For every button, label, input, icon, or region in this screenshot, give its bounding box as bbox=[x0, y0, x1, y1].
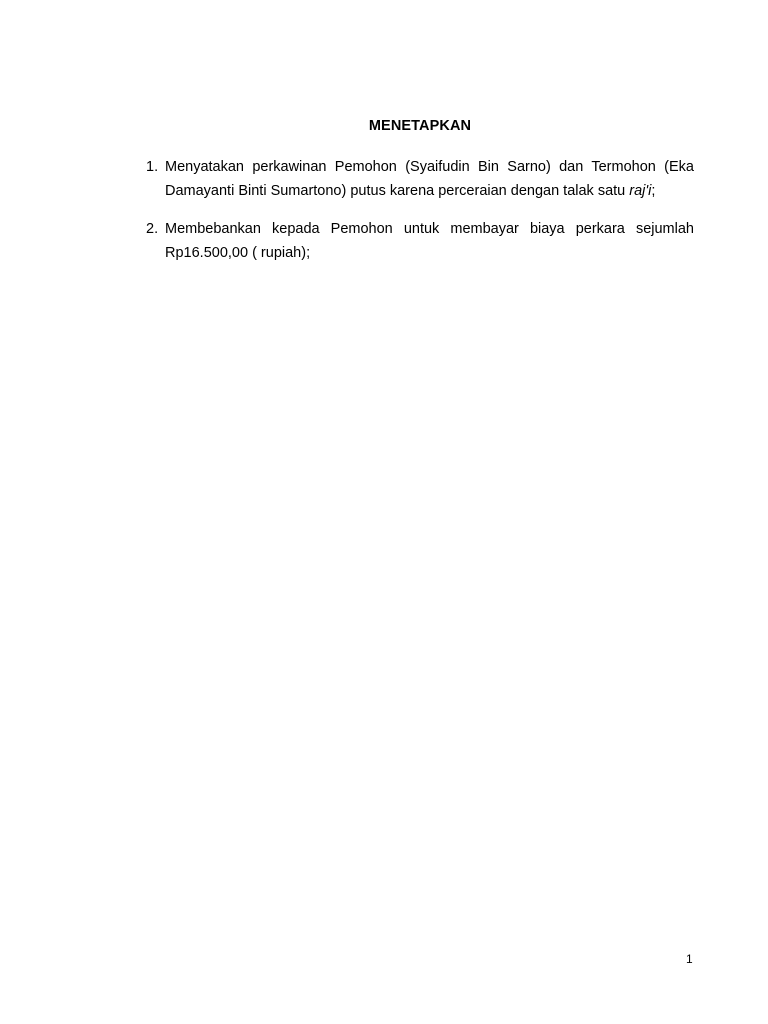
list-item-number: 2. bbox=[146, 221, 159, 237]
list-item-suffix: ; bbox=[651, 183, 656, 199]
list-item bbox=[146, 155, 694, 203]
section-heading: MENETAPKAN bbox=[368, 118, 472, 134]
list-item-text bbox=[165, 159, 694, 199]
list-item-number: 1. bbox=[146, 159, 159, 175]
page-number: 1 bbox=[686, 952, 693, 966]
list-item-emphasis: raj'i bbox=[629, 183, 652, 199]
list-item-text bbox=[165, 221, 694, 261]
list-item bbox=[146, 217, 694, 265]
list-item-body: Membebankan kepada Pemohon untuk membayar biaya perkara sejumlah Rp16.500,00 ( rupiah); bbox=[165, 221, 694, 261]
ruling-list bbox=[146, 155, 694, 279]
list-item-body: Menyatakan perkawinan Pemohon (Syaifudin Bin Sarno) dan Termohon (Eka Damayanti Binti Sumartono) putus karena perceraian dengan talak satu bbox=[165, 159, 694, 199]
